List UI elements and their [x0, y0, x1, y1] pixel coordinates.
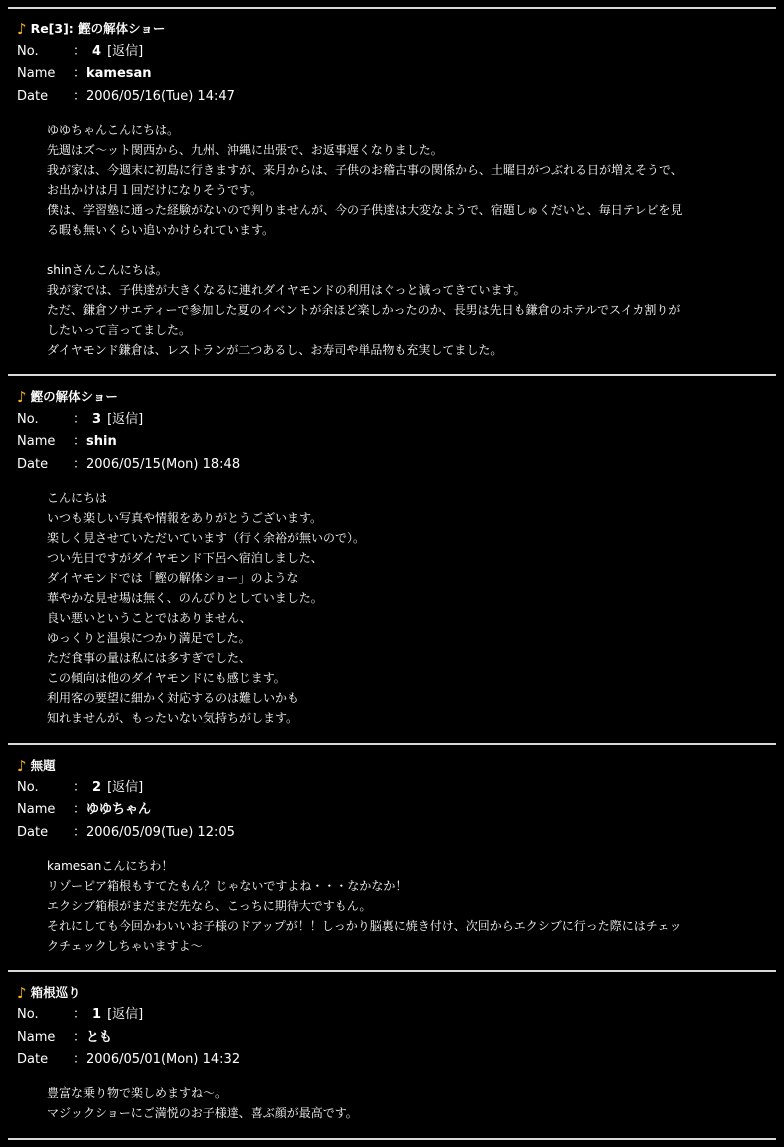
- author-name: ゆゆちゃん: [86, 802, 152, 817]
- post-title-text: 無題: [30, 758, 56, 773]
- body-line: こんにちは: [47, 491, 108, 505]
- colon-text: ：: [73, 1007, 87, 1022]
- body-line: [47, 240, 767, 260]
- divider-post-2: [8, 970, 776, 972]
- colon-text: ：: [73, 457, 87, 472]
- body-line: 良い悪いということではありません、: [47, 611, 252, 625]
- body-line: shinさんこんにちは。: [47, 263, 168, 277]
- body-line: つい先日ですがダイヤモンド下呂へ宿泊しました、: [47, 551, 323, 565]
- date-label: Date: [17, 457, 49, 472]
- body-line: ゆゆちゃんこんにちは。: [47, 123, 180, 137]
- author-name: shin: [86, 434, 117, 449]
- body-line: る暇も無いくらい追いかけられています。: [47, 223, 275, 237]
- music-note-icon: ♪: [17, 757, 27, 775]
- post-title: [17, 982, 81, 1002]
- post-number-row: [17, 409, 143, 431]
- colon-text: ：: [73, 434, 87, 449]
- music-note-icon: ♪: [17, 388, 27, 406]
- body-line: 豊富な乗り物で楽しめますね〜。: [47, 1086, 228, 1100]
- post-date-row: [17, 454, 240, 476]
- post-title: [17, 18, 165, 38]
- post-date: 2006/05/01(Mon) 14:32: [86, 1052, 241, 1067]
- colon-text: ：: [73, 1030, 87, 1045]
- reply-link[interactable]: [返信]: [107, 412, 144, 427]
- body-line: 僕は、学習塾に通った経験がないので判りませんが、今の子供達は大変なようで、宿題しゅくだいと、毎日テレビを見: [47, 203, 683, 217]
- post-date-row: [17, 822, 235, 844]
- colon-text: ：: [73, 44, 87, 59]
- divider-post-4: [8, 374, 776, 376]
- date-label: Date: [17, 1052, 49, 1067]
- body-line: 華やかな見せ場は無く、のんびりとしていました。: [47, 591, 323, 605]
- post-title-text: 鰹の解体ショー: [30, 389, 118, 404]
- post-date: 2006/05/16(Tue) 14:47: [86, 89, 235, 104]
- post-body: [47, 120, 767, 360]
- post-title-text: Re[3]: 鰹の解体ショー: [30, 21, 166, 36]
- post-date-row: [17, 1049, 240, 1071]
- post-title: [17, 386, 118, 406]
- post-body: [47, 1083, 767, 1123]
- name-label: Name: [17, 66, 56, 81]
- colon-text: ：: [73, 89, 87, 104]
- reply-link[interactable]: [返信]: [107, 44, 144, 59]
- number-label: No.: [17, 412, 39, 427]
- post-number-row: [17, 41, 143, 63]
- reply-link[interactable]: [返信]: [107, 780, 144, 795]
- author-name: とも: [86, 1030, 113, 1045]
- post-number: 3: [92, 412, 102, 427]
- post-name-row: [17, 63, 152, 85]
- body-line: この傾向は他のダイヤモンドにも感じます。: [47, 671, 286, 685]
- post-number-row: [17, 777, 143, 799]
- post-date: 2006/05/09(Tue) 12:05: [86, 825, 235, 840]
- name-label: Name: [17, 802, 56, 817]
- body-line: 先週はズ〜ット関西から、九州、沖縄に出張で、お返事遅くなりました。: [47, 143, 443, 157]
- body-line: ただ、鎌倉ソサエティーで参加した夏のイベントが余ほど楽しかったのか、長男は先日も鎌倉のホテルでスイカ割りが: [47, 303, 681, 317]
- colon-text: ：: [73, 780, 87, 795]
- body-line: マジックショーにご満悦のお子様達、喜ぶ顔が最高です。: [47, 1106, 358, 1120]
- name-label: Name: [17, 1030, 56, 1045]
- colon-text: ：: [73, 1052, 87, 1067]
- body-line: 楽しく見させていただいています（行く余裕が無いので）。: [47, 531, 366, 545]
- body-line: 利用客の要望に細かく対応するのは難しいかも: [47, 691, 300, 705]
- post-name-row: [17, 799, 151, 821]
- body-line: それにしても今回かわいいお子様のドアップが！！しっかり脳裏に焼き付け、次回からエクシブに行った際にはチェッ: [47, 919, 682, 933]
- body-line: したいって言ってました。: [47, 323, 192, 337]
- name-label: Name: [17, 434, 56, 449]
- author-name: kamesan: [86, 66, 152, 81]
- music-note-icon: ♪: [17, 984, 27, 1002]
- colon-text: ：: [73, 412, 87, 427]
- post-date-row: [17, 86, 235, 108]
- divider-post-3: [8, 743, 776, 745]
- date-label: Date: [17, 89, 49, 104]
- colon-text: ：: [73, 802, 87, 817]
- post-number: 2: [92, 780, 102, 795]
- date-label: Date: [17, 825, 49, 840]
- number-label: No.: [17, 44, 39, 59]
- body-line: ダイヤモンド鎌倉は、レストランが二つあるし、お寿司や単品物も充実してました。: [47, 343, 503, 357]
- post-title: [17, 755, 56, 775]
- number-label: No.: [17, 1007, 39, 1022]
- post-name-row: [17, 1027, 112, 1049]
- body-line: お出かけは月１回だけになりそうです。: [47, 183, 263, 197]
- post-name-row: [17, 431, 117, 453]
- post-date: 2006/05/15(Mon) 18:48: [86, 457, 241, 472]
- body-line: 我が家では、子供達が大きくなるに連れダイヤモンドの利用はぐっと減ってきています。: [47, 283, 526, 297]
- body-line: エクシブ箱根がまだまだ先なら、こっちに期待大ですもん。: [47, 899, 372, 913]
- body-line: kamesanこんにちわ！: [47, 859, 174, 873]
- divider-top: [8, 7, 776, 9]
- body-line: ゆっくりと温泉につかり満足でした。: [47, 631, 251, 645]
- divider-bottom: [8, 1138, 776, 1140]
- body-line: ダイヤモンドでは「鰹の解体ショー」のような: [47, 571, 299, 585]
- body-line: 知れませんが、もったいない気持ちがします。: [47, 711, 299, 725]
- body-line: クチェックしちゃいますよ〜: [47, 939, 203, 953]
- body-line: 我が家は、今週末に初島に行きますが、来月からは、子供のお稽古事の関係から、土曜日がつぶれる日が増えそうで、: [47, 163, 683, 177]
- post-number-row: [17, 1004, 143, 1026]
- body-line: ただ食事の量は私には多すぎでした、: [47, 651, 252, 665]
- body-line: リゾーピア箱根もすてたもん？じゃないですよね・・・なかなか！: [47, 879, 408, 893]
- number-label: No.: [17, 780, 39, 795]
- post-body: [47, 856, 767, 956]
- music-note-icon: ♪: [17, 20, 27, 38]
- colon-text: ：: [73, 66, 87, 81]
- post-title-text: 箱根巡り: [30, 985, 81, 1000]
- reply-link[interactable]: [返信]: [107, 1007, 144, 1022]
- colon-text: ：: [73, 825, 87, 840]
- post-number: 4: [92, 44, 102, 59]
- body-line: いつも楽しい写真や情報をありがとうございます。: [47, 511, 323, 525]
- post-body: [47, 488, 767, 728]
- post-number: 1: [92, 1007, 102, 1022]
